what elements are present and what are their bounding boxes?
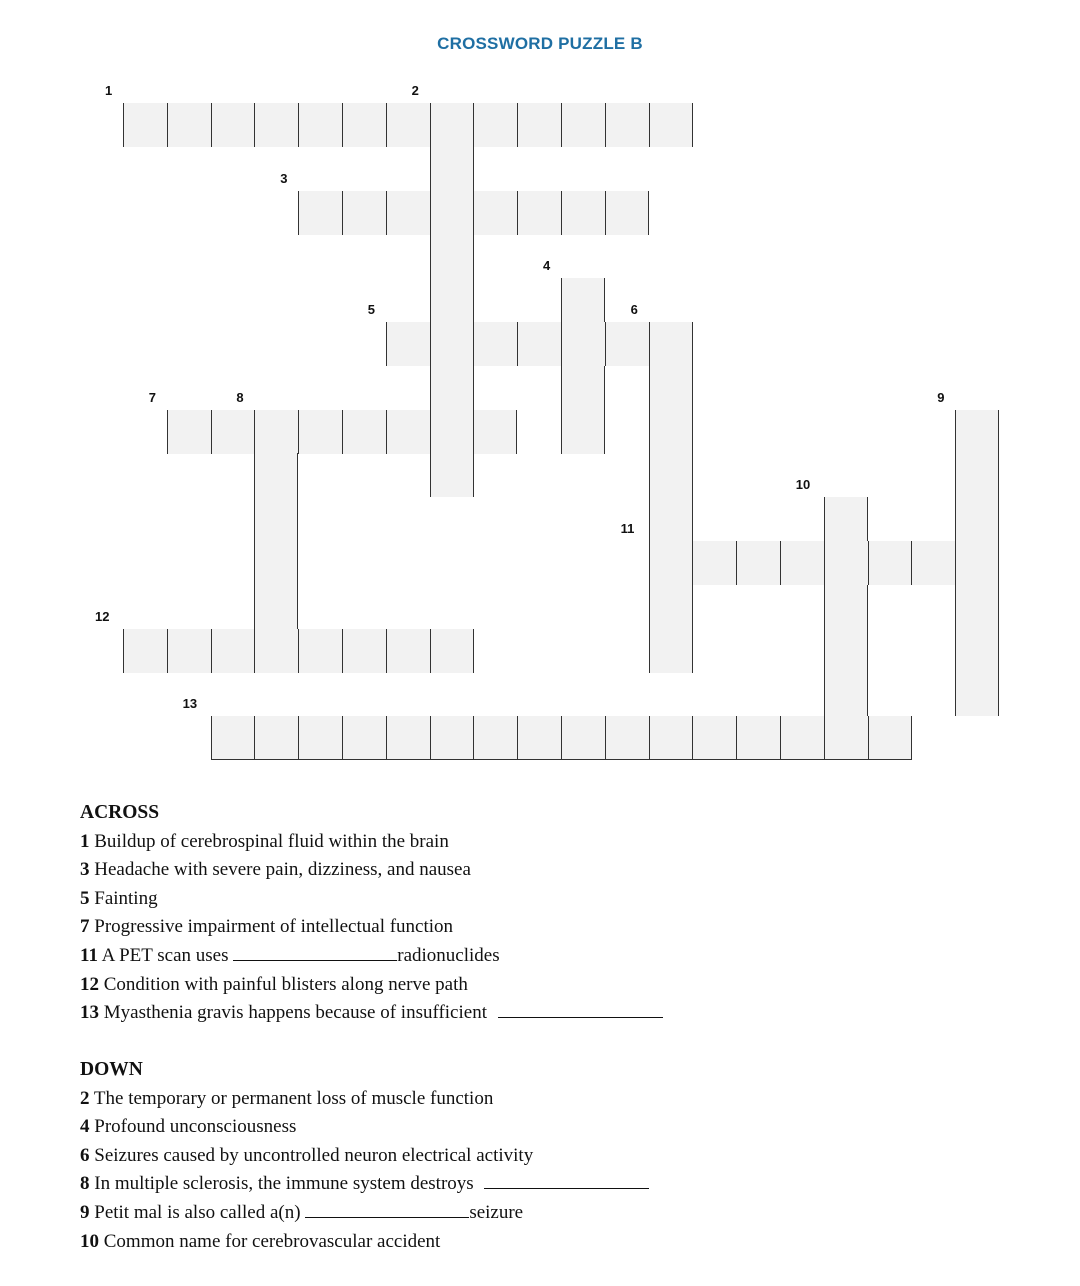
grid-cell[interactable] <box>955 453 999 497</box>
clue-down-6: 6 Seizures caused by uncontrolled neuron electrical activity <box>80 1144 534 1166</box>
grid-cell[interactable] <box>824 716 868 760</box>
grid-cell[interactable] <box>211 716 255 760</box>
clue-number-8: 8 <box>236 389 244 405</box>
grid-cell[interactable] <box>824 585 868 629</box>
grid-cell[interactable] <box>298 103 342 147</box>
grid-cell[interactable] <box>473 191 517 235</box>
clue-down-4: 4 Profound unconsciousness <box>80 1116 297 1138</box>
grid-cell[interactable] <box>517 322 561 366</box>
grid-cell[interactable] <box>386 410 430 454</box>
clue-down-9: 9 Petit mal is also called a(n) seizure <box>80 1199 649 1228</box>
page-title: CROSSWORD PUZZLE B <box>437 34 643 53</box>
clue-down-2: 2 The temporary or permanent loss of muscle function <box>80 1087 494 1109</box>
grid-cell[interactable] <box>123 103 167 147</box>
grid-cell[interactable] <box>342 410 386 454</box>
grid-cell[interactable] <box>649 629 693 673</box>
grid-cell[interactable] <box>298 716 342 760</box>
grid-cell[interactable] <box>561 322 605 366</box>
answer-blank <box>484 1170 649 1189</box>
grid-cell[interactable] <box>254 410 298 454</box>
grid-cell[interactable] <box>473 322 517 366</box>
grid-cell[interactable] <box>824 629 868 673</box>
grid-cell[interactable] <box>824 672 868 716</box>
grid-cell[interactable] <box>342 629 386 673</box>
grid-cell[interactable] <box>386 716 430 760</box>
grid-cell[interactable] <box>649 410 693 454</box>
grid-cell[interactable] <box>561 103 605 147</box>
grid-cell[interactable] <box>254 103 298 147</box>
grid-cell[interactable] <box>167 629 211 673</box>
answer-blank <box>233 942 397 961</box>
grid-cell[interactable] <box>473 410 517 454</box>
clue-number-4: 4 <box>543 258 551 274</box>
grid-cell[interactable] <box>736 716 780 760</box>
down-heading: DOWN <box>80 1059 143 1080</box>
grid-cell[interactable] <box>692 541 736 585</box>
grid-cell[interactable] <box>736 541 780 585</box>
grid-cell[interactable] <box>561 716 605 760</box>
grid-cell[interactable] <box>430 278 474 322</box>
grid-cell[interactable] <box>430 410 474 454</box>
grid-cell[interactable] <box>824 497 868 541</box>
grid-cell[interactable] <box>254 629 298 673</box>
grid-cell[interactable] <box>561 191 605 235</box>
grid-cell[interactable] <box>342 103 386 147</box>
clue-number-5: 5 <box>367 302 376 317</box>
grid-cell[interactable] <box>298 191 342 235</box>
grid-cell[interactable] <box>605 716 649 760</box>
grid-cell[interactable] <box>430 103 474 147</box>
across-clues <box>80 799 663 1028</box>
clue-number-9: 9 <box>937 389 945 405</box>
grid-cell[interactable] <box>211 410 255 454</box>
grid-cell[interactable] <box>430 191 474 235</box>
grid-cell[interactable] <box>780 541 824 585</box>
clue-number-2: 2 <box>411 83 419 98</box>
grid-cell[interactable] <box>254 585 298 629</box>
grid-cell[interactable] <box>955 497 999 541</box>
grid-cell[interactable] <box>868 541 912 585</box>
clue-across-13: 13 Myasthenia gravis happens because of insufficient <box>80 999 663 1028</box>
grid-cell[interactable] <box>649 585 693 629</box>
grid-cell[interactable] <box>605 322 649 366</box>
grid-cell[interactable] <box>254 497 298 541</box>
grid-cell[interactable] <box>430 147 474 191</box>
grid-cell[interactable] <box>692 716 736 760</box>
clue-number-11: 11 <box>620 521 635 536</box>
clue-number-13: 13 <box>182 696 198 712</box>
grid-cell[interactable] <box>342 191 386 235</box>
grid-cell[interactable] <box>386 322 430 366</box>
grid-cell[interactable] <box>473 103 517 147</box>
grid-cell[interactable] <box>386 191 430 235</box>
clue-number-3: 3 <box>280 170 288 186</box>
grid-cell[interactable] <box>211 103 255 147</box>
grid-cell[interactable] <box>342 716 386 760</box>
grid-cell[interactable] <box>473 716 517 760</box>
grid-cell[interactable] <box>649 322 693 366</box>
grid-cell[interactable] <box>911 541 955 585</box>
clue-across-1: 1 Buildup of cerebrospinal fluid within the brain <box>80 830 449 852</box>
clue-number-1: 1 <box>105 83 113 98</box>
grid-cell[interactable] <box>955 410 999 454</box>
grid-cell[interactable] <box>561 410 605 454</box>
clue-number-7: 7 <box>148 389 157 405</box>
clue-across-3: 3 Headache with severe pain, dizziness, and nausea <box>80 859 471 881</box>
grid-cell[interactable] <box>430 322 474 366</box>
grid-cell[interactable] <box>649 497 693 541</box>
grid-cell[interactable] <box>298 629 342 673</box>
grid-cell[interactable] <box>254 453 298 497</box>
grid-cell[interactable] <box>605 191 649 235</box>
grid-cell[interactable] <box>430 629 474 673</box>
answer-blank <box>305 1199 469 1218</box>
grid-cell[interactable] <box>123 629 167 673</box>
grid-cell[interactable] <box>254 716 298 760</box>
clue-down-10: 10 Common name for cerebrovascular accident <box>80 1230 441 1252</box>
grid-cell[interactable] <box>780 716 824 760</box>
clue-across-11: 11 A PET scan uses radionuclides <box>80 942 663 971</box>
grid-cell[interactable] <box>298 410 342 454</box>
grid-cell[interactable] <box>430 453 474 497</box>
grid-cell[interactable] <box>605 103 649 147</box>
grid-cell[interactable] <box>649 716 693 760</box>
grid-cell[interactable] <box>167 410 211 454</box>
grid-cell[interactable] <box>955 629 999 673</box>
clue-across-7: 7 Progressive impairment of intellectual function <box>80 916 454 938</box>
grid-cell[interactable] <box>955 585 999 629</box>
clue-down-8: 8 In multiple sclerosis, the immune system destroys <box>80 1170 649 1199</box>
clue-number-12: 12 <box>95 608 110 624</box>
grid-cell[interactable] <box>517 716 561 760</box>
grid-cell[interactable] <box>386 103 430 147</box>
grid-cell[interactable] <box>955 541 999 585</box>
grid-cell[interactable] <box>955 672 999 716</box>
down-clues <box>80 1056 649 1256</box>
clue-across-12: 12 Condition with painful blisters along nerve path <box>80 973 468 995</box>
across-heading: ACROSS <box>80 802 160 823</box>
grid-cell[interactable] <box>868 716 912 760</box>
clue-number-6: 6 <box>630 302 638 317</box>
clue-number-10: 10 <box>795 477 811 493</box>
grid-cell[interactable] <box>561 366 605 410</box>
grid-cell[interactable] <box>517 103 561 147</box>
grid-cell[interactable] <box>430 716 474 760</box>
clue-across-5: 5 Fainting <box>80 887 158 909</box>
grid-cell[interactable] <box>211 629 255 673</box>
grid-cell[interactable] <box>430 234 474 278</box>
grid-cell[interactable] <box>254 541 298 585</box>
grid-cell[interactable] <box>167 103 211 147</box>
grid-cell[interactable] <box>649 453 693 497</box>
grid-cell[interactable] <box>824 541 868 585</box>
grid-cell[interactable] <box>386 629 430 673</box>
grid-cell[interactable] <box>649 366 693 410</box>
grid-cell[interactable] <box>649 103 693 147</box>
answer-blank <box>498 999 663 1018</box>
grid-cell[interactable] <box>649 541 693 585</box>
grid-cell[interactable] <box>430 366 474 410</box>
grid-cell[interactable] <box>561 278 605 322</box>
grid-cell[interactable] <box>517 191 561 235</box>
